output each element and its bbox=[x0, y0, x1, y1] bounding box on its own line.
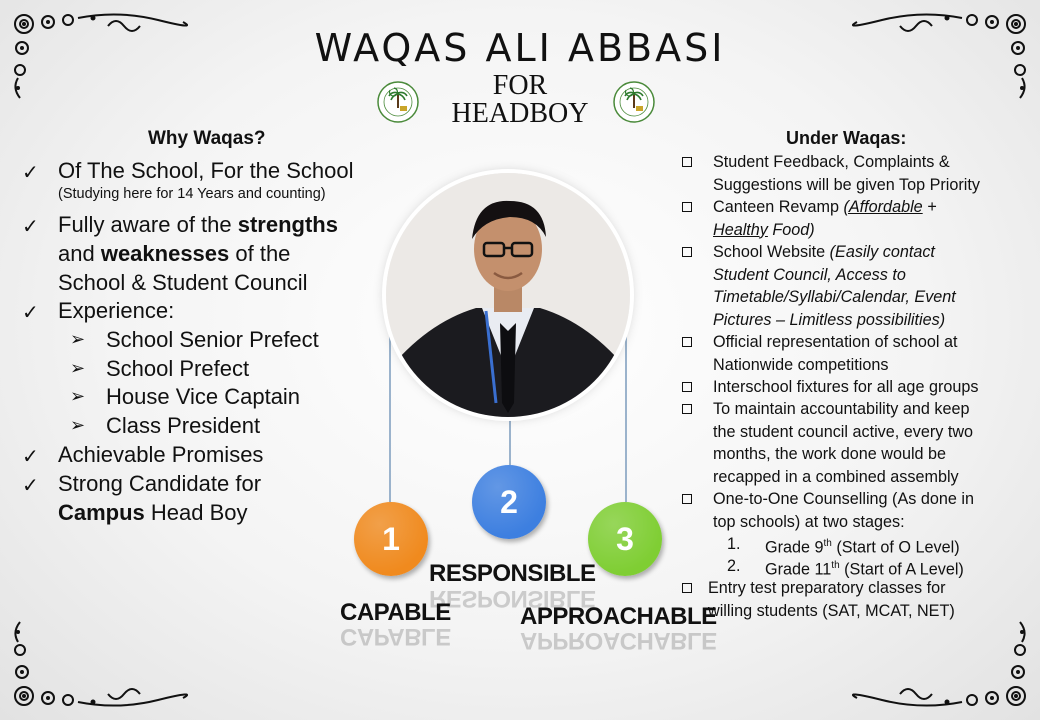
check-icon: ✓ bbox=[22, 446, 39, 468]
checkbox-bullet-icon bbox=[682, 157, 692, 167]
label-responsible: RESPONSIBLE bbox=[429, 560, 596, 587]
list-item-note: (Studying here for 14 Years and counting) bbox=[58, 186, 326, 202]
checkbox-bullet-icon bbox=[682, 494, 692, 504]
checkbox-bullet-icon bbox=[682, 583, 692, 593]
list-item-achievable-promises: Achievable Promises bbox=[58, 442, 264, 467]
connector-line bbox=[389, 330, 391, 502]
badge-number: 1 bbox=[382, 520, 400, 557]
checkbox-bullet-icon bbox=[682, 382, 692, 392]
list-item-website: School Website (Easily contact Student Council, Access to Timetable/Syllabi/Calendar, Event Pictures – Limitless possibilities) bbox=[713, 243, 956, 329]
list-item-experience: Experience: bbox=[58, 298, 175, 323]
experience-item: School Prefect bbox=[106, 356, 250, 381]
list-item-interschool: Interschool fixtures for all age groups bbox=[713, 378, 979, 396]
numbered-number: 1. bbox=[727, 535, 741, 553]
badge-1 bbox=[354, 502, 428, 576]
badge-number: 2 bbox=[500, 483, 518, 520]
list-item-counselling: One-to-One Counselling (As done in top schools) at two stages: bbox=[713, 490, 974, 531]
subtitle-headboy: HEADBOY bbox=[451, 98, 589, 129]
list-item-canteen: Canteen Revamp (Affordable + Healthy Food) bbox=[713, 198, 937, 239]
arrow-bullet-icon: ➢ bbox=[70, 386, 86, 406]
check-icon: ✓ bbox=[22, 162, 39, 184]
label-capable-reflection: CAPABLE bbox=[340, 623, 451, 650]
list-item-fully-aware: Fully aware of the strengths and weaknesses of the School & Student Council bbox=[58, 212, 338, 295]
list-item-feedback: Student Feedback, Complaints & Suggestions will be given Top Priority bbox=[713, 153, 980, 194]
checkbox-bullet-icon bbox=[682, 404, 692, 414]
list-item-accountability: To maintain accountability and keep the student council active, every two months, the work done would be recapped in a combined assembly bbox=[713, 400, 974, 486]
checkbox-bullet-icon bbox=[682, 337, 692, 347]
candidate-photo bbox=[386, 173, 630, 417]
experience-item: Class President bbox=[106, 413, 261, 438]
list-item-of-the-school: Of The School, For the School bbox=[58, 158, 354, 183]
check-icon: ✓ bbox=[22, 302, 39, 324]
corner-ornament-bottom-left bbox=[8, 617, 188, 712]
why-heading: Why Waqas? bbox=[148, 128, 266, 149]
experience-item: School Senior Prefect bbox=[106, 327, 319, 352]
badge-2 bbox=[472, 465, 546, 539]
checkbox-bullet-icon bbox=[682, 247, 692, 257]
numbered-item-grade-9: Grade 9th (Start of O Level) bbox=[765, 538, 960, 557]
label-responsible-reflection: RESPONSIBLE bbox=[429, 585, 596, 612]
arrow-bullet-icon: ➢ bbox=[70, 329, 86, 349]
label-approachable: APPROACHABLE bbox=[520, 603, 717, 630]
candidate-portrait-icon bbox=[386, 173, 630, 417]
numbered-number: 2. bbox=[727, 557, 741, 575]
school-logo-icon bbox=[612, 80, 656, 124]
numbered-item-grade-11: Grade 11th (Start of A Level) bbox=[765, 560, 964, 579]
check-icon: ✓ bbox=[22, 216, 39, 238]
connector-line bbox=[509, 410, 511, 465]
badge-number: 3 bbox=[616, 520, 634, 557]
list-item-strong-candidate: Strong Candidate for Campus Head Boy bbox=[58, 471, 262, 525]
experience-item: House Vice Captain bbox=[106, 384, 301, 409]
label-approachable-reflection: APPROACHABLE bbox=[520, 627, 717, 654]
list-item-entry-test: Entry test preparatory classes for willing students (SAT, MCAT, NET) bbox=[708, 579, 955, 620]
arrow-bullet-icon: ➢ bbox=[70, 358, 86, 378]
badge-3 bbox=[588, 502, 662, 576]
label-capable: CAPABLE bbox=[340, 599, 451, 626]
arrow-bullet-icon: ➢ bbox=[70, 415, 86, 435]
page-title: WAQAS ALI ABBASI bbox=[314, 26, 726, 70]
corner-ornament-bottom-right bbox=[852, 617, 1032, 712]
connector-line bbox=[625, 330, 627, 502]
check-icon: ✓ bbox=[22, 475, 39, 497]
under-heading: Under Waqas: bbox=[786, 128, 907, 148]
school-logo-icon bbox=[376, 80, 420, 124]
subtitle-for: FOR bbox=[492, 70, 548, 101]
list-item-representation: Official representation of school at Nationwide competitions bbox=[713, 333, 958, 374]
checkbox-bullet-icon bbox=[682, 202, 692, 212]
